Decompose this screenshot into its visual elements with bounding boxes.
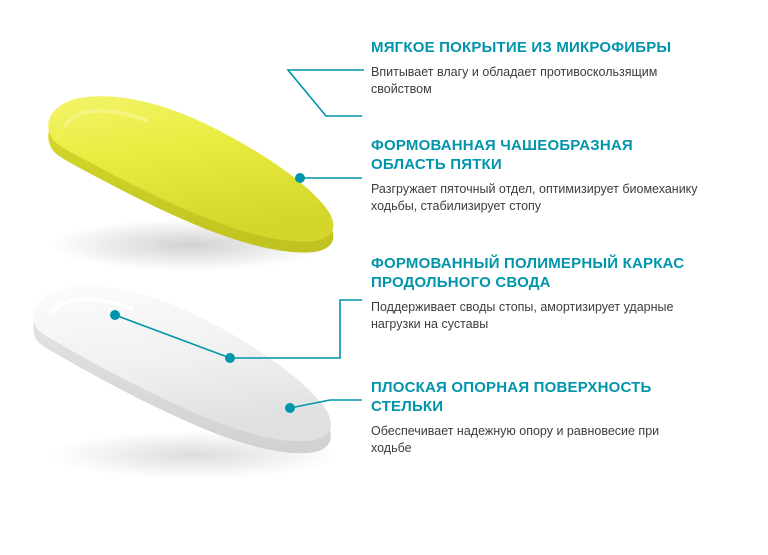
callout-polymer-arch-frame bbox=[371, 254, 701, 333]
insole-illustration bbox=[0, 0, 360, 555]
insole-top-layer bbox=[48, 96, 333, 271]
callout-description: Впитывает влагу и обладает противоскользящим свойством bbox=[371, 65, 658, 96]
insole-bottom-layer bbox=[33, 286, 340, 479]
callout-description: Разгружает пяточный отдел, оптимизирует биомеханику ходьбы, стабилизирует стопу bbox=[371, 182, 698, 213]
callout-title: ФОРМОВАННЫЙ ПОЛИМЕРНЫЙ КАРКАС ПРОДОЛЬНОГО СВОДА bbox=[371, 255, 685, 291]
callout-description: Обеспечивает надежную опору и равновесие при ходьбе bbox=[371, 424, 660, 455]
callout-flat-support-surface bbox=[371, 378, 701, 457]
callout-description: Поддерживает своды стопы, амортизирует ударные нагрузки на суставы bbox=[371, 300, 674, 331]
callout-title: ПЛОСКАЯ ОПОРНАЯ ПОВЕРХНОСТЬ СТЕЛЬКИ bbox=[371, 379, 652, 415]
callout-title: МЯГКОЕ ПОКРЫТИЕ ИЗ МИКРОФИБРЫ bbox=[371, 39, 672, 56]
callout-title: ФОРМОВАННАЯ ЧАШЕОБРАЗНАЯ ОБЛАСТЬ ПЯТКИ bbox=[371, 137, 633, 173]
callout-soft-microfiber-cover bbox=[371, 38, 701, 98]
callout-molded-heel-cup bbox=[371, 136, 701, 215]
